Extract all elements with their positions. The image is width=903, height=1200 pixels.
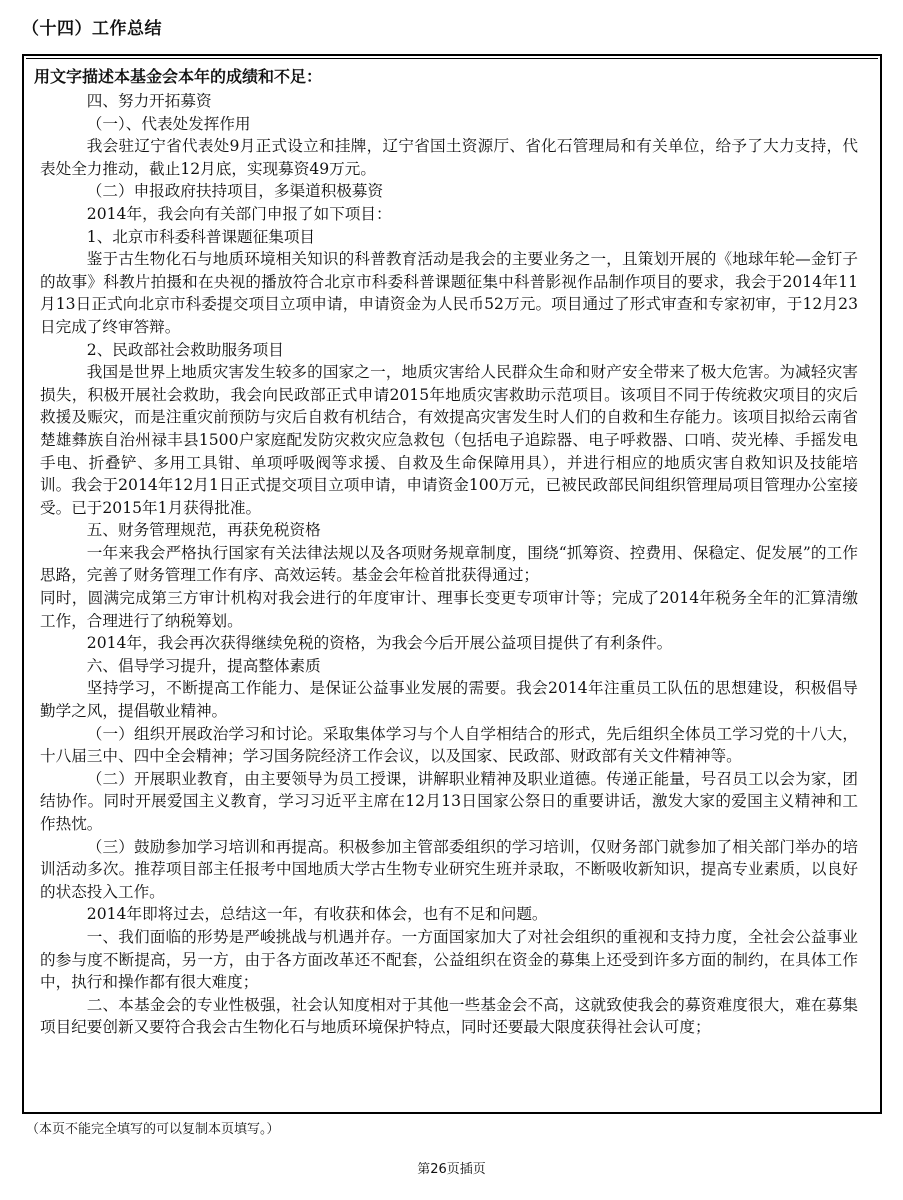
paragraph: 1、北京市科委科普课题征集项目 [86, 227, 316, 246]
paragraph: 五、财务管理规范，再获免税资格 [86, 521, 321, 540]
paragraph: 二、本基金会的专业性极强，社会认知度相对于其他一些基金会不高，这就致使我会的募资难度很大，难在募集项目纪要创新又要符合我会古生物化石与地质环境保护特点，同时还要最大限度获得社会认可度； [40, 995, 858, 1037]
paragraph: 同时，圆满完成第三方审计机构对我会进行的年度审计、理事长变更专项审计等；完成了2014年税务全年的汇算清缴工作，合理进行了纳税筹划。 [40, 589, 858, 630]
section-title: （十四）工作总结 [22, 19, 162, 39]
paragraph: 坚持学习，不断提高工作能力、是保证公益事业发展的需要。我会2014年注重员工队伍的思想建设，积极倡导勤学之风，提倡敬业精神。 [40, 679, 858, 721]
paragraph: 我国是世界上地质灾害发生较多的国家之一，地质灾害给人民群众生命和财产安全带来了极大危害。为减轻灾害损失，积极开展社会救助，我会向民政部正式申请2015年地质灾害救助示范项目。该项目不同于传统救灾项目的灾后救援及赈灾，而是注重灾前预防与灾后自救有机结合，有效提高灾害发生时人们的自救和生存能力。该项目拟给云南省楚雄彝族自治州禄丰县1500户家庭配发防灾救灾应急救包（包括电子追踪器、电子呼救器、口哨、荧光棒、手摇发电手电、折叠铲、多用工具钳、单项呼吸阀等求援、自救及生命保障用具），并进行相应的地质灾害自救知识及技能培训。我会于2014年12月1日正式提交项目立项申请，申请资金100万元，已被民政部民间组织管理局项目管理办公室接受。已于2015年1月获得批准。 [40, 363, 858, 517]
paragraph: 2、民政部社会救助服务项目 [86, 340, 284, 359]
paragraph: 一、我们面临的形势是严峻挑战与机遇并存。一方面国家加大了对社会组织的重视和支持力度，全社会公益事业的参与度不断提高，另一方，由于各方面改革还不配套，公益组织在资金的募集上还受到许多方面的制约，在具体工作中，执行和操作都有很大难度； [40, 927, 858, 992]
paragraph: 六、倡导学习提升，提高整体素质 [86, 656, 321, 675]
page-number: 第26页插页 [417, 1162, 486, 1177]
paragraph: 四、努力开拓募资 [86, 92, 212, 110]
paragraph: （三）鼓励参加学习培训和再提高。积极参加主管部委组织的学习培训，仅财务部门就参加了相关部门举办的培训活动多次。推荐项目部主任报考中国地质大学古生物专业研究生班并录取，不断吸收新知识，提高专业素质，以良好的状态投入工作。 [40, 837, 858, 901]
footnote: （本页不能完全填写的可以复制本页填写。） [26, 1122, 280, 1137]
paragraph: （二）申报政府扶持项目，多渠道积极募资 [86, 182, 384, 201]
paragraph: （一）、代表处发挥作用 [86, 114, 251, 133]
summary-text [40, 90, 858, 1039]
box-top-rule [26, 58, 878, 59]
paragraph: 2014年，我会向有关部门申报了如下项目： [86, 204, 392, 223]
box-heading: 用文字描述本基金会本年的成绩和不足： [34, 67, 323, 86]
paragraph: 一年来我会严格执行国家有关法律法规以及各项财务规章制度，围绕“抓筹资、控费用、保稳定、促发展”的工作思路，完善了财务管理工作有序、高效运转。基金会年检首批获得通过； [40, 543, 858, 585]
paragraph: （一）组织开展政治学习和讨论。采取集体学习与个人自学相结合的形式，先后组织全体员工学习党的十八大，十八届三中、四中全会精神；学习国务院经济工作会议，以及国家、民政部、财政部有关文件精神等。 [40, 724, 858, 766]
paragraph: 鉴于古生物化石与地质环境相关知识的科普教育活动是我会的主要业务之一，且策划开展的《地球年轮—金钉子的故事》科教片拍摄和在央视的播放符合北京市科委科普课题征集中科普影视作品制作项目的要求，我会于2014年11月13日正式向北京市科委提交项目立项申请，申请资金为人民币52万元。项目通过了形式审查和专家初审，于12月23日完成了终审答辩。 [40, 250, 858, 336]
paragraph: 2014年，我会再次获得继续免税的资格，为我会今后开展公益项目提供了有利条件。 [86, 634, 673, 653]
paragraph: 我会驻辽宁省代表处9月正式设立和挂牌，辽宁省国土资源厅、省化石管理局和有关单位，给予了大力支持，代表处全力推动，截止12月底，实现募资49万元。 [40, 137, 858, 178]
paragraph: （二）开展职业教育，由主要领导为员工授课，讲解职业精神及职业道德。传递正能量，号召员工以会为家，团结协作。同时开展爱国主义教育，学习习近平主席在12月13日国家公祭日的重要讲话，激发大家的爱国主义精神和工作热忱。 [40, 769, 858, 833]
paragraph: 2014年即将过去，总结这一年，有收获和体会，也有不足和问题。 [86, 905, 548, 924]
